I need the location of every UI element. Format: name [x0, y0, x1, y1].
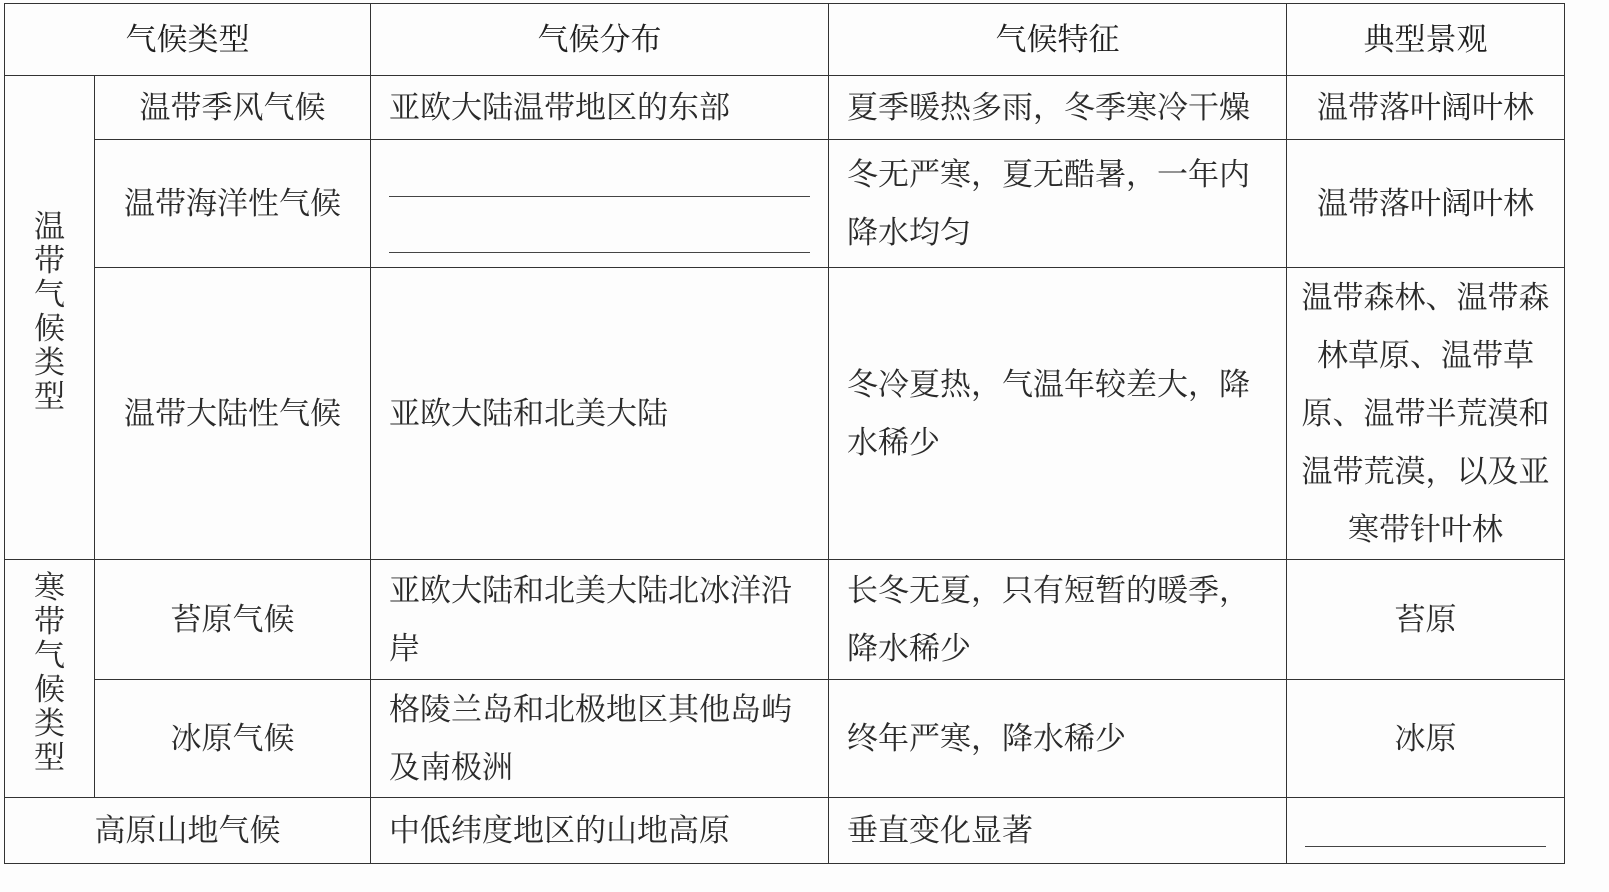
table-row [5, 798, 1565, 864]
cell-distribution-blank [371, 140, 829, 268]
cell-type: 苔原气候 [95, 560, 371, 680]
cell-distribution: 亚欧大陆和北美大陆北冰洋沿岸 [371, 560, 829, 680]
cell-type: 温带大陆性气候 [95, 268, 371, 560]
cell-features: 冬无严寒，夏无酷暑，一年内降水均匀 [829, 140, 1287, 268]
cell-distribution: 格陵兰岛和北极地区其他岛屿及南极洲 [371, 680, 829, 798]
table-row [5, 76, 1565, 140]
cell-features: 长冬无夏，只有短暂的暖季，降水稀少 [829, 560, 1287, 680]
cell-landscape: 温带落叶阔叶林 [1287, 140, 1565, 268]
cell-landscape-blank [1287, 798, 1565, 864]
cell-distribution: 亚欧大陆和北美大陆 [371, 268, 829, 560]
cell-type: 温带海洋性气候 [95, 140, 371, 268]
fill-in-blank-line[interactable] [389, 196, 810, 197]
header-features: 气候特征 [829, 4, 1287, 76]
cell-features: 冬冷夏热，气温年较差大，降水稀少 [829, 268, 1287, 560]
fill-in-blank-line[interactable] [389, 252, 810, 253]
climate-table [4, 3, 1565, 864]
cell-distribution: 亚欧大陆温带地区的东部 [371, 76, 829, 140]
header-row [5, 4, 1565, 76]
table-row [5, 560, 1565, 680]
cell-landscape: 冰原 [1287, 680, 1565, 798]
cell-landscape: 温带森林、温带森林草原、温带草原、温带半荒漠和温带荒漠，以及亚寒带针叶林 [1287, 268, 1565, 560]
cell-type: 高原山地气候 [5, 798, 371, 864]
cell-features: 垂直变化显著 [829, 798, 1287, 864]
table-row [5, 140, 1565, 268]
cell-type: 冰原气候 [95, 680, 371, 798]
table-row [5, 268, 1565, 560]
group-temperate [5, 76, 95, 560]
header-landscape: 典型景观 [1287, 4, 1565, 76]
table-row [5, 680, 1565, 798]
header-climate-type: 气候类型 [5, 4, 371, 76]
cell-features: 夏季暖热多雨，冬季寒冷干燥 [829, 76, 1287, 140]
cell-distribution: 中低纬度地区的山地高原 [371, 798, 829, 864]
group-cold [5, 560, 95, 798]
cell-type: 温带季风气候 [95, 76, 371, 140]
fill-in-blank-line[interactable] [1305, 846, 1546, 847]
cell-landscape: 温带落叶阔叶林 [1287, 76, 1565, 140]
group-label-cold: 寒带气候类型 [34, 569, 65, 776]
header-distribution: 气候分布 [371, 4, 829, 76]
group-label-temperate: 温带气候类型 [34, 208, 65, 415]
cell-landscape: 苔原 [1287, 560, 1565, 680]
cell-features: 终年严寒，降水稀少 [829, 680, 1287, 798]
